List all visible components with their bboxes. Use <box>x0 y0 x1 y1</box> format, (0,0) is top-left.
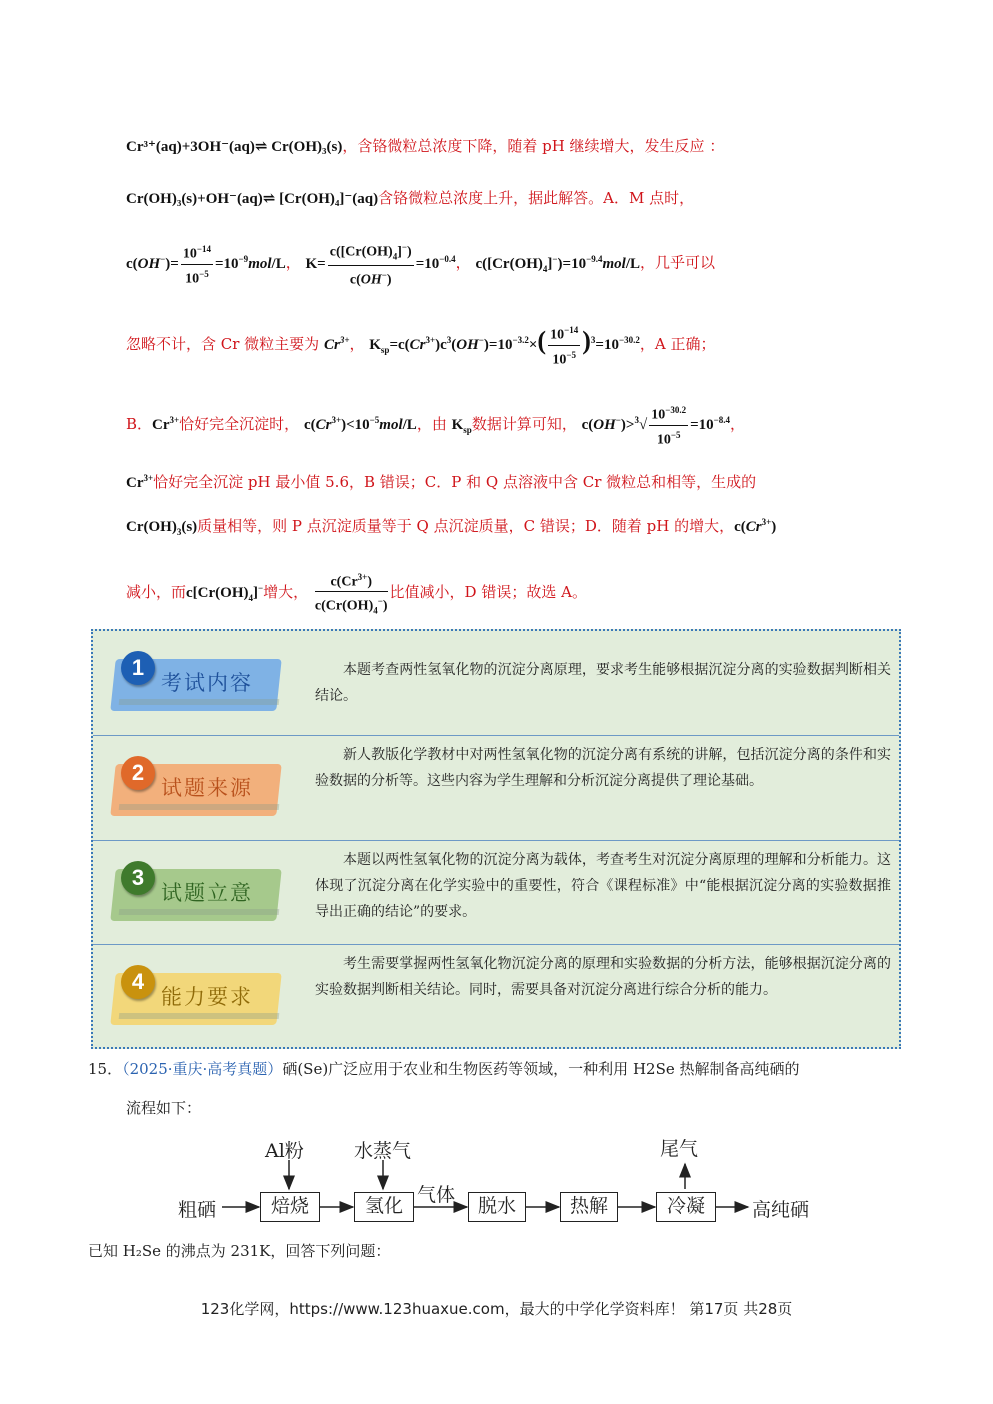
question-source: （2025·重庆·高考真题） <box>122 1060 283 1078</box>
solution-text: ，A 正确； <box>639 335 716 353</box>
solution-text: 比值减小，D 错误；故选 A。 <box>389 583 587 601</box>
solution-text: ，含铬微粒总浓度下降，随着 pH 继续增大，发生反应 ： <box>342 137 725 155</box>
badge-label: 试题立意 <box>161 881 253 905</box>
solution-line-1 <box>126 136 724 157</box>
question-stem-cont: 流程如下： <box>126 1099 202 1117</box>
flow-step: 冷凝 <box>656 1192 716 1222</box>
badge-label: 试题来源 <box>161 776 253 800</box>
equation-c-oh: c(OH−)= $\frac{10^{-14}}{10^{-5}}$ $=10^{-9}mol/L$ <box>126 256 286 272</box>
analysis-row <box>93 631 899 735</box>
analysis-row <box>93 944 899 1048</box>
solution-line-5: B．$Cr^{3+}$恰好完全沉淀时， $c(Cr^{3+})<10^{-5}mol/L$，由 $K_{sp}$数据计算可知， c(OH−)>$^3$√ $\frac{10^{-30.2}}{10^{-5}}$ $=10^{-8.4}$， <box>126 398 745 452</box>
solution-text: 含铬微粒总浓度上升，据此解答。A．M 点时， <box>378 189 695 207</box>
page-footer: 123化学网，https://www.123huaxue.com，最大的中学化学资料库！ 第17页 共28页 <box>200 1300 793 1318</box>
analysis-badge <box>113 651 279 715</box>
equation-ksp: $K_{sp}=c(Cr^{3+})c^3(OH^-)=10^{-3.2}\times$( $\frac{10^{-14}}{10^{-5}}$ )$^3=10^{-30.2}$ <box>369 337 640 353</box>
question-15 <box>88 1058 800 1080</box>
flow-output: 尾气 <box>660 1138 699 1160</box>
equation-k: K= $\frac{c([Cr(OH)_4]^-)}{c(OH^-)}$ $=10^{-0.4}$ <box>306 256 456 272</box>
solution-text: 质量相等，则 P 点沉淀质量等于 Q 点沉淀质量，C 错误；D．随着 pH 的增大， <box>197 517 735 535</box>
analysis-row <box>93 840 899 944</box>
analysis-badge <box>113 861 279 925</box>
equation-c-cr-limit: $c(Cr^{3+})<10^{-5}mol/L$ <box>303 415 417 433</box>
solution-text: 忽略不计，含 Cr 微粒主要为 <box>126 335 320 353</box>
solution-text: ，由 <box>416 415 447 433</box>
analysis-box <box>91 629 901 1049</box>
flow-step: 脱水 <box>468 1192 526 1222</box>
flow-start: 粗硒 <box>178 1199 217 1221</box>
analysis-text: 新人教版化学教材中对两性氢氧化物的沉淀分离有系统的讲解，包括沉淀分离的条件和实验数据的分析等。这些内容为学生理解和分析沉淀分离提供了理论基础。 <box>315 747 891 789</box>
analysis-text: 本题考查两性氢氧化物的沉淀分离原理，要求考生能够根据沉淀分离的实验数据判断相关结论。 <box>315 662 891 704</box>
solution-text: ，几乎可以 <box>640 253 716 272</box>
solution-line-7: $Cr(OH)_3(s)$质量相等，则 P 点沉淀质量等于 Q 点沉淀质量，C 错误；D．随着 pH 的增大，$c(Cr^{3+})$ <box>126 517 777 537</box>
flow-step: 热解 <box>560 1192 618 1222</box>
solution-text: B． <box>126 415 153 433</box>
flow-input-al: Al粉 <box>265 1140 304 1162</box>
question-stem: 硒(Se)广泛应用于农业和生物医药等领域，一种利用 H2Se 热解制备高纯硒的 <box>282 1060 800 1078</box>
solution-text: 恰好完全沉淀 pH 最小值 5.6，B 错误；C．P 和 Q 点溶液中含 Cr 微粒总和相等，生成的 <box>153 473 757 491</box>
cr3-ion: $Cr^{3+}$ <box>323 335 350 353</box>
question-number: 15． <box>88 1060 123 1078</box>
equation-c-oh-root: c(OH−)>$^3$√ $\frac{10^{-30.2}}{10^{-5}}$ $=10^{-8.4}$ <box>582 417 730 433</box>
solution-line-6: $Cr^{3+}$恰好完全沉淀 pH 最小值 5.6，B 错误；C．P 和 Q 点溶液中含 Cr 微粒总和相等，生成的 <box>126 473 757 491</box>
badge-number: 3 <box>121 861 155 895</box>
analysis-badge <box>113 756 279 820</box>
equation-c-croh4: $c([Cr(OH)_4]^-)=10^{-9.4}mol/L$ <box>475 253 641 274</box>
flow-step: 氢化 <box>354 1192 414 1222</box>
analysis-badge <box>113 965 279 1029</box>
reaction-formula-2: Cr(OH)₃(s)+OH⁻(aq)⇌ [Cr(OH)₄]⁻(aq) <box>126 191 379 207</box>
badge-number: 4 <box>121 965 155 999</box>
flow-input-steam: 水蒸气 <box>354 1140 412 1162</box>
solution-line-8: 减小，而$c[Cr(OH)_4]^-$增大， $\frac{c(Cr^{3+})}{c(Cr(OH)_4^-)}$ 比值减小，D 错误；故选 A。 <box>126 566 587 620</box>
badge-number: 2 <box>121 756 155 790</box>
flow-end: 高纯硒 <box>752 1199 810 1221</box>
analysis-text: 考生需要掌握两性氢氧化物沉淀分离的原理和实验数据的分析方法，能够根据沉淀分离的实验数据判断相关结论。同时，需要具备对沉淀分离进行综合分析的能力。 <box>315 956 891 998</box>
solution-line-4: 忽略不计，含 Cr 微粒主要为 $Cr^{3+}$， $K_{sp}=c(Cr^{3+})c^3(OH^-)=10^{-3.2}\times$( $\frac{10^{-14}}{10^{-5}}$ )$^3=10^{-30.2}$，A 正确； <box>126 318 715 372</box>
solution-text: 减小，而 <box>126 583 187 601</box>
badge-number: 1 <box>121 651 155 685</box>
question-known: 已知 H₂Se 的沸点为 231K，回答下列问题： <box>88 1242 391 1260</box>
solution-text: 数据计算可知， <box>471 415 577 433</box>
equation-ratio: $\frac{c(Cr^{3+})}{c(Cr(OH)_4^-)}$ <box>313 585 390 601</box>
solution-text: 恰好完全沉淀时， <box>179 415 300 433</box>
reaction-formula-1: Cr³⁺(aq)+3OH⁻(aq)⇌ Cr(OH)₃(s) <box>126 139 343 155</box>
solution-line-3: c(OH−)= $\frac{10^{-14}}{10^{-5}}$ $=10^{-9}mol/L$， K= $\frac{c([Cr(OH)_4]^-)}{c(OH^-)}$ $=10^{-0.4}$， $c([Cr(OH)_4]^-)=10^{-9.4}mol/L$，几乎可以 <box>126 238 715 290</box>
solution-line-2 <box>126 188 694 209</box>
analysis-row <box>93 735 899 839</box>
flow-gas-label: 气体 <box>417 1184 456 1206</box>
analysis-text: 本题以两性氢氧化物的沉淀分离为载体，考查考生对沉淀分离原理的理解和分析能力。这体现了沉淀分离在化学实验中的重要性，符合《课程标准》中“能根据沉淀分离的实验数据推导出正确的结论”的要求。 <box>315 852 891 920</box>
badge-label: 能力要求 <box>161 985 253 1009</box>
flow-step: 焙烧 <box>260 1192 320 1222</box>
solution-text: 增大， <box>263 583 309 601</box>
badge-label: 考试内容 <box>161 671 253 695</box>
